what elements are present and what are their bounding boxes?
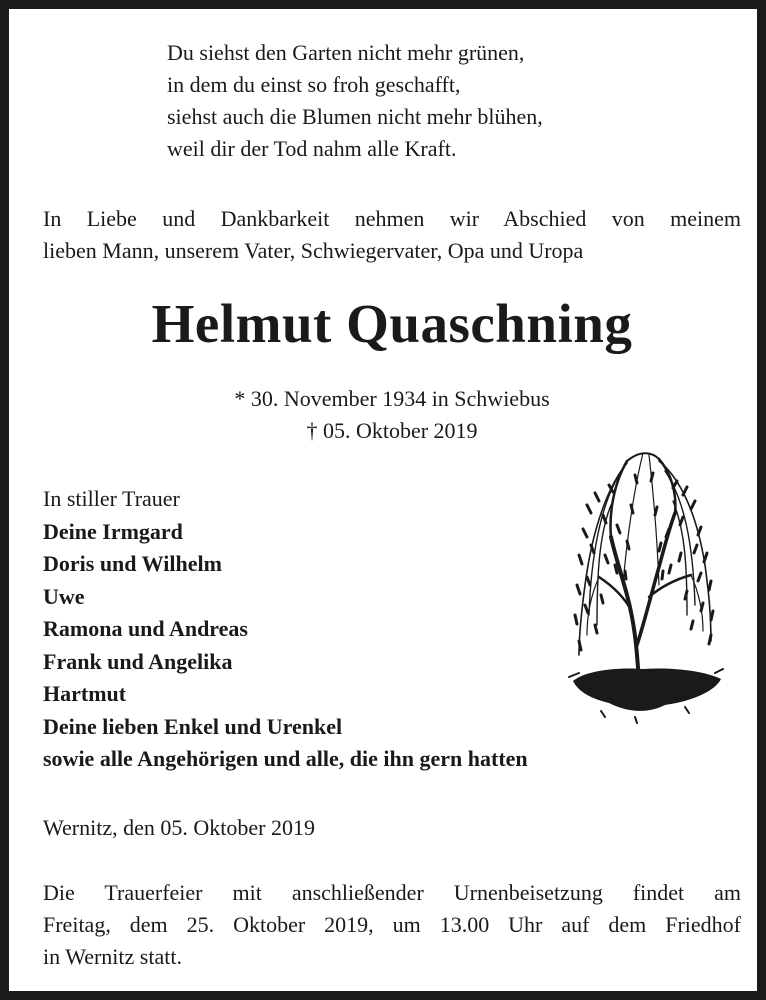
mourner-name: Ramona und Andreas (43, 616, 248, 641)
poem-line: Du siehst den Garten nicht mehr grünen, (167, 40, 525, 65)
mourner-name: Hartmut (43, 681, 127, 706)
mourners-intro: In stiller Trauer (43, 486, 180, 511)
poem-line: siehst auch die Blumen nicht mehr blühen, (167, 104, 543, 129)
funeral-notice (43, 877, 741, 973)
intro-line: In Liebe und Dankbarkeit nehmen wir Abschied von meinem (43, 206, 741, 231)
mourner-name: Uwe (43, 583, 85, 609)
life-dates (9, 383, 766, 447)
deceased-name: Helmut Quaschning (151, 293, 633, 354)
funeral-line: Die Trauerfeier mit anschließender Urnenbeisetzung findet am (43, 880, 741, 905)
mourner-name: sowie alle Angehörigen und alle, die ihn gern hatten (43, 746, 528, 771)
poem-line: in dem du einst so froh geschafft, (167, 72, 461, 97)
mourner-name: Frank und Angelika (43, 648, 233, 674)
intro-line: lieben Mann, unserem Vater, Schwiegervater, Opa und Uropa (43, 238, 584, 263)
birth-date: * 30. November 1934 in Schwiebus (234, 386, 550, 411)
place-date: Wernitz, den 05. Oktober 2019 (43, 815, 315, 840)
mourner-name: Deine Irmgard (43, 518, 183, 544)
poem-line: weil dir der Tod nahm alle Kraft. (167, 136, 457, 161)
mourner-name: Deine lieben Enkel und Urenkel (43, 713, 343, 739)
death-date: † 05. Oktober 2019 (306, 418, 478, 443)
poem (167, 37, 543, 165)
intro-text (43, 203, 741, 267)
funeral-line: in Wernitz statt. (43, 944, 182, 969)
mourners-list (43, 483, 528, 776)
mourner-name: Doris und Wilhelm (43, 551, 222, 576)
weeping-willow-icon (565, 445, 725, 725)
funeral-line: Freitag, dem 25. Oktober 2019, um 13.00 Uhr auf dem Friedhof (43, 912, 741, 937)
